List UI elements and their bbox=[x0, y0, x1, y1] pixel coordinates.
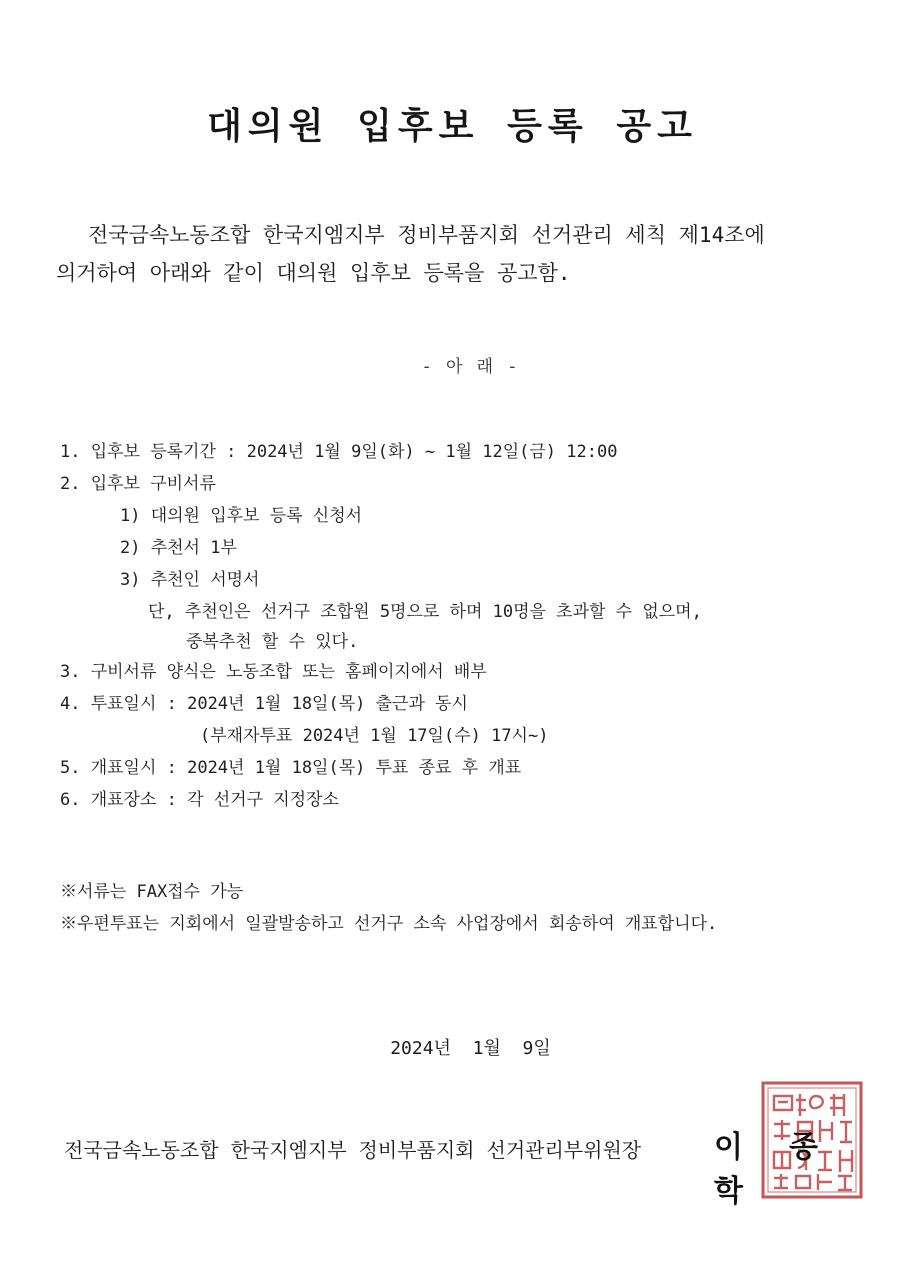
list-item: 3. 구비서류 양식은 노동조합 또는 홈페이지에서 배부 bbox=[60, 662, 487, 682]
list-item: 2. 입후보 구비서류 bbox=[60, 474, 216, 494]
list-item: 단, 추천인은 선거구 조합원 5명으로 하며 10명을 초과할 수 없으며, bbox=[148, 602, 702, 622]
note-item: ※서류는 FAX접수 가능 bbox=[60, 882, 244, 902]
list-item: 1) 대의원 입후보 등록 신청서 bbox=[120, 506, 363, 526]
intro-line-2: 의거하여 아래와 같이 대의원 입후보 등록을 공고함. bbox=[56, 261, 571, 285]
issuer-name: 이 종 학 bbox=[714, 1130, 833, 1209]
list-item: 6. 개표장소 : 각 선거구 지정장소 bbox=[60, 790, 339, 810]
intro-line-1: 전국금속노동조합 한국지엠지부 정비부품지회 선거관리 세칙 제14조에 bbox=[88, 223, 765, 247]
note-item: ※우편투표는 지회에서 일괄발송하고 선거구 소속 사업장에서 회송하여 개표합니다. bbox=[60, 914, 718, 934]
list-item: 4. 투표일시 : 2024년 1월 18일(목) 출근과 동시 bbox=[60, 694, 468, 714]
intro-paragraph bbox=[56, 216, 856, 292]
list-item: 2) 추천서 1부 bbox=[120, 538, 237, 558]
below-marker: - 아 래 - bbox=[421, 357, 520, 377]
list-item: 1. 입후보 등록기간 : 2024년 1월 9일(화) ~ 1월 12일(금) 12:00 bbox=[60, 442, 618, 462]
list-item: 3) 추천인 서명서 bbox=[120, 570, 260, 590]
list-item: 중복추천 할 수 있다. bbox=[186, 632, 359, 652]
notice-title: 대의원 입후보 등록 공고 bbox=[207, 106, 698, 147]
issuer-organization: 전국금속노동조합 한국지엠지부 정비부품지회 선거관리부위원장 bbox=[64, 1138, 642, 1162]
notice-date: 2024년 1월 9일 bbox=[390, 1038, 551, 1059]
list-item: 5. 개표일시 : 2024년 1월 18일(목) 투표 종료 후 개표 bbox=[60, 758, 522, 778]
list-item: (부재자투표 2024년 1월 17일(수) 17시~) bbox=[200, 726, 549, 746]
